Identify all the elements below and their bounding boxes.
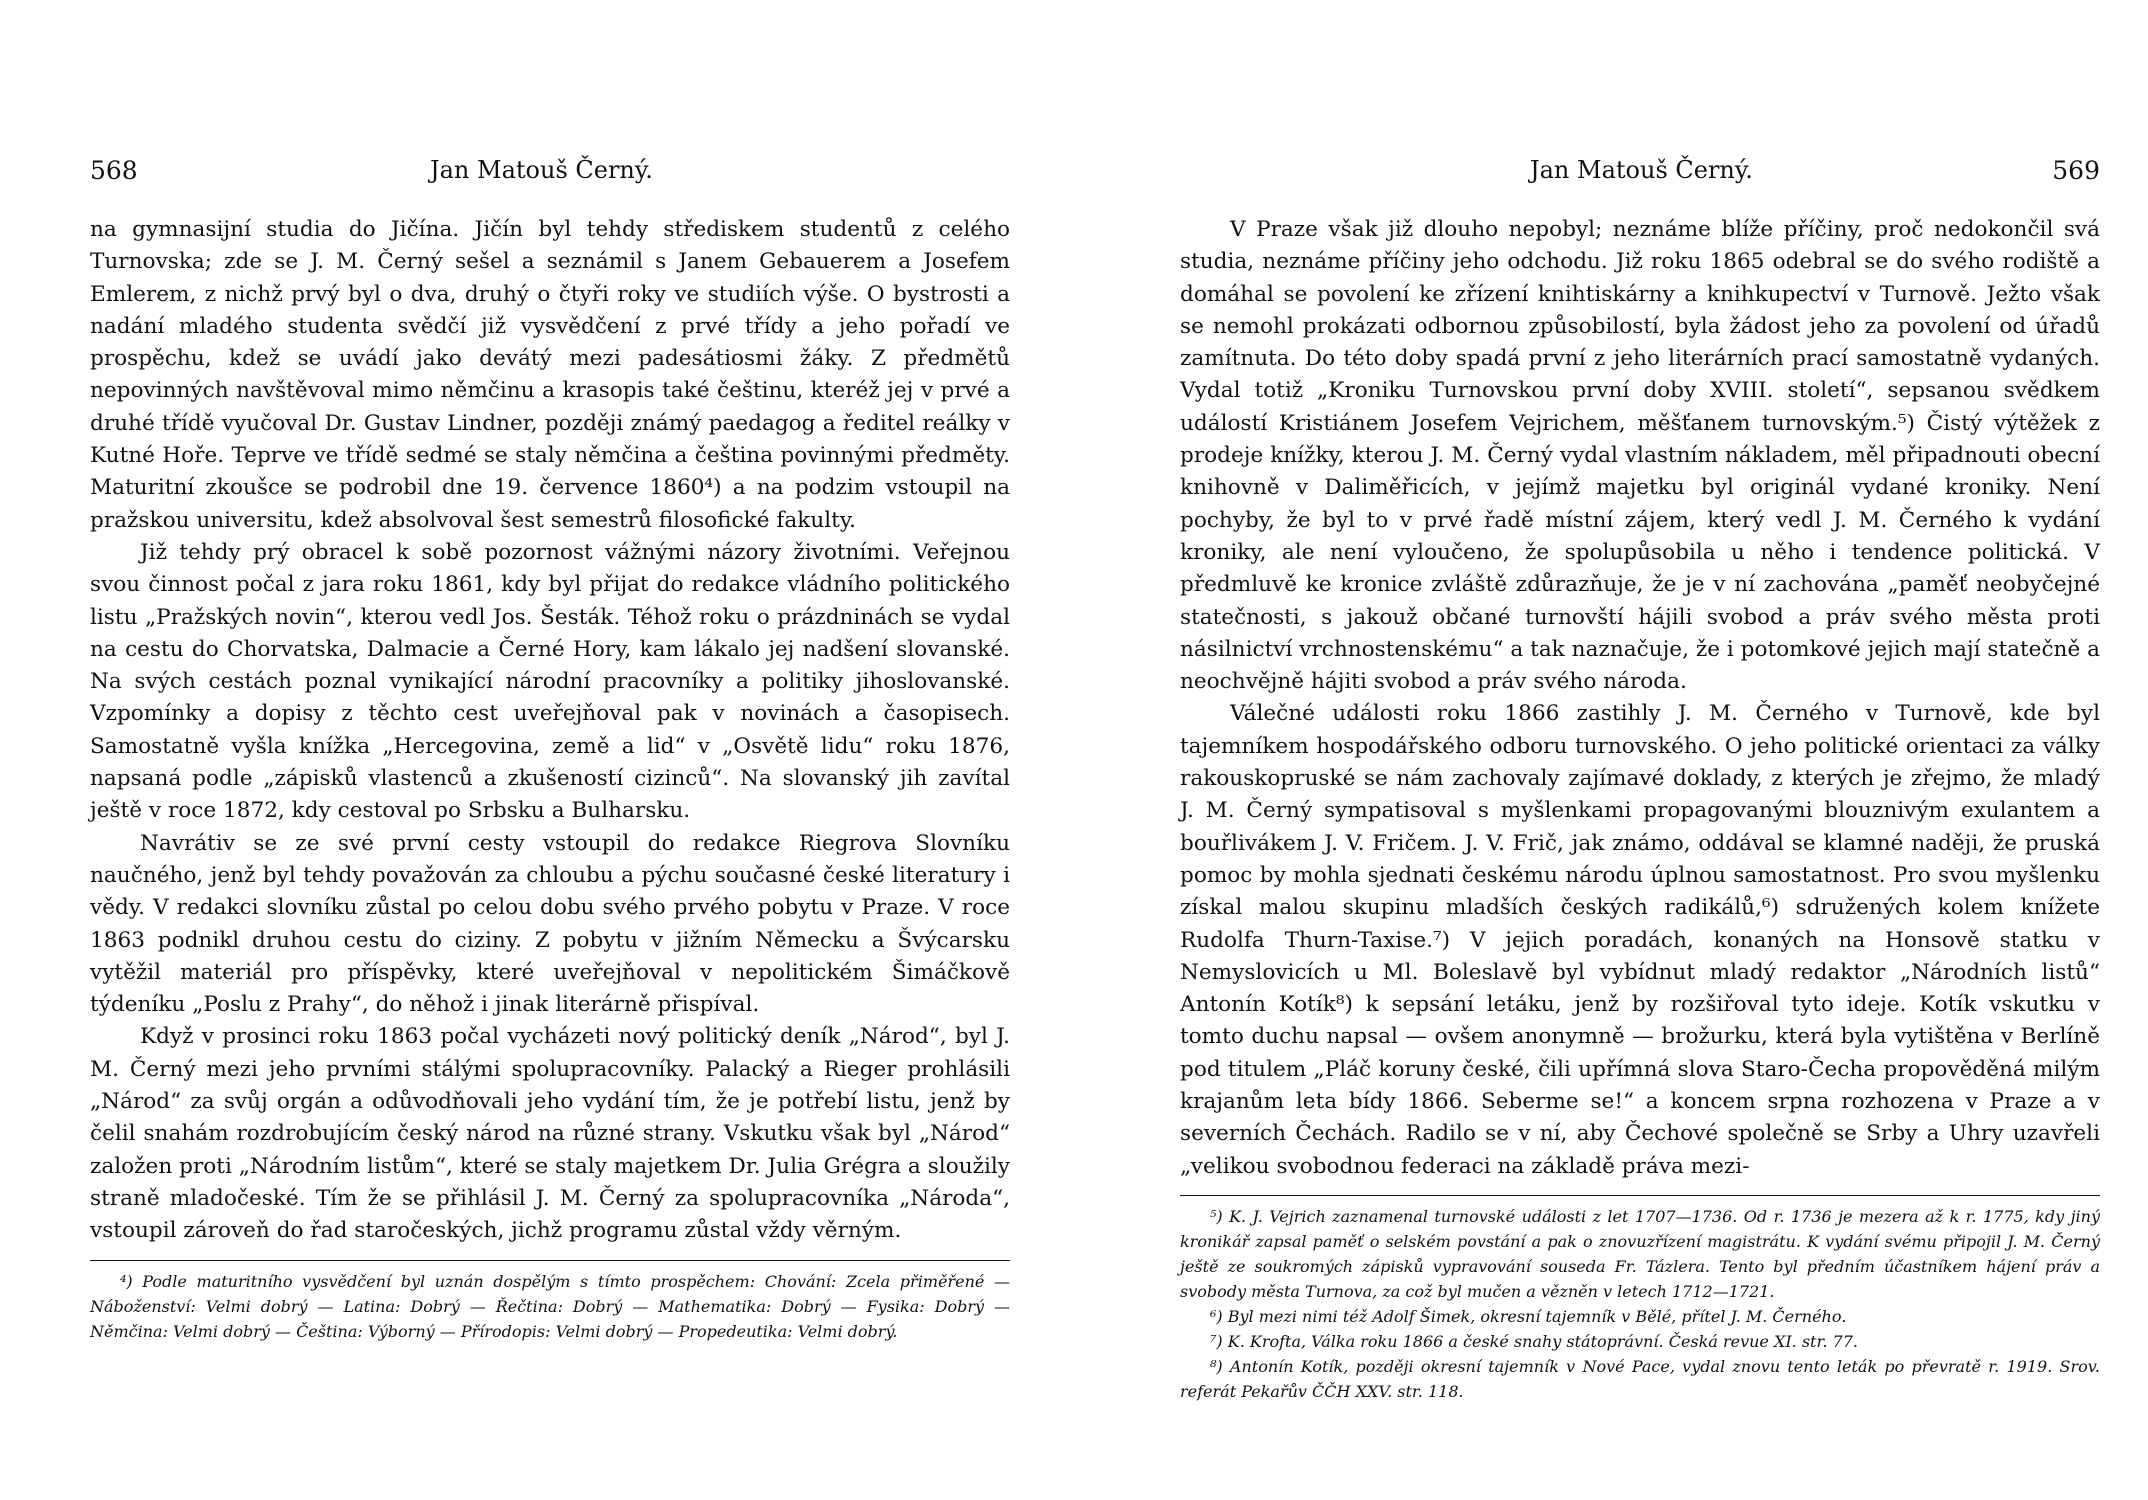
page-body (1180, 214, 2100, 1183)
footnote: ⁷) K. Krofta, Válka roku 1866 a české snahy státoprávní. Česká revue XI. str. 77. (1210, 1331, 1858, 1351)
page-header (90, 150, 1010, 200)
paragraph: na gymnasijní studia do Jičína. Jičín byl tehdy střediskem studentů z celého Turnovska; zde se J. M. Černý sešel a seznámil s Janem Gebauerem a Josefem Emlerem, z nichž prvý byl o dva, druhý o čtyři roky ve studiích výše. O bystrosti a nadání mladého studenta svědčí již vysvědčení z prvé třídy a jeho pořadí ve prospěchu, kdež se uvádí jako devátý mezi padesátiosmi žáky. Z předmětů nepovinných navštěvoval mimo němčinu a krasopis také češtinu, kteréž jej v prvé a druhé třídě vyučoval Dr. Gustav Lindner, později známý paedagog a ředitel reálky v Kutné Hoře. Teprve ve třídě sedmé se staly němčina a čeština povinnými předměty. Maturitní zkoušce se podrobil dne 19. července 1860⁴) a na podzim vstoupil na pražskou universitu, kdež absolvoval šest semestrů filosofické fakulty. (90, 217, 1010, 533)
page-header (1180, 150, 2100, 200)
running-head: Jan Matouš Černý. (1530, 156, 1753, 184)
footnotes (1180, 1204, 2100, 1404)
paragraph: Již tehdy prý obracel k sobě pozornost vážnými názory životními. Veřejnou svou činnost počal z jara roku 1861, kdy byl přijat do redakce vládního politického listu „Pražských novin“, kterou vedl Jos. Šesták. Téhož roku o prázdninách se vydal na cestu do Chorvatska, Dalmacie a Černé Hory, kam lákalo jej nadšení slovanské. Na svých cestách poznal vynikající národní pracovníky a politiky jihoslovanské. Vzpomínky a dopisy z těchto cest uveřejňoval pak v novinách a časopisech. Samostatně vyšla knížka „Hercegovina, země a lid“ v „Osvětě lidu“ roku 1876, napsaná podle „zápisků vlastenců a zkušeností cizinců“. Na slovanský jih zavítal ještě v roce 1872, kdy cestoval po Srbsku a Bulharsku. (90, 539, 1010, 824)
running-head: Jan Matouš Černý. (430, 156, 653, 184)
footnote-divider (90, 1260, 1010, 1261)
page-number: 568 (90, 156, 138, 185)
paragraph: Válečné události roku 1866 zastihly J. M. Černého v Turnově, kde byl tajemníkem hospodářského odboru turnovského. O jeho politické orientaci za války rakouskopruské se nám zachovaly zajímavé doklady, z kterých je zřejmo, že mladý J. M. Černý sympatisoval s myšlenkami propagovanými blouznivým exulantem a bouřlivákem J. V. Fričem. J. V. Frič, jak známo, oddával se klamné naději, že pruská pomoc by mohla sjednati českému národu úplnou samostatnost. Pro svou myšlenku získal malou skupinu mladších českých radikálů,⁶) sdružených kolem knížete Rudolfa Thurn-Taxise.⁷) V jejich poradách, konaných na Honsově statku v Nemyslovicích u Ml. Boleslavě byl vybídnut mladý redaktor „Národních listů“ Antonín Kotík⁸) k sepsání letáku, jenž by rozšiřoval tyto ideje. Kotík vskutku v tomto duchu napsal — ovšem anonymně — brožurku, která byla vytištěna v Berlíně pod titulem „Pláč koruny české, čili upřímná slova Staro-Čecha propověděná milým krajanům leta bídy 1866. Seberme se!“ a koncem srpna rozhozena v Praze a v severních Čechách. Radilo se v ní, aby Čechové společně se Srby a Uhry uzavřeli „velikou svobodnou federaci na základě práva mezi- (1180, 701, 2100, 1179)
left-page (90, 150, 1010, 1344)
footnote: ⁵) K. J. Vejrich zaznamenal turnovské události z let 1707—1736. Od r. 1736 je mezera až k r. 1775, kdy jiný kronikář zapsal paměť o selském povstání a pak o znovuzřízení magistrátu. K vydání svému připojil J. M. Černý ještě ze soukromých zápisků vypravování souseda Fr. Tázlera. Tento byl předním účastníkem hájení práv a svobody města Turnova, za což byl mučen a vězněn v letech 1712—1721. (1180, 1206, 2100, 1301)
footnotes (90, 1269, 1010, 1344)
paragraph: Když v prosinci roku 1863 počal vycházeti nový politický deník „Národ“, byl J. M. Černý mezi jeho prvními stálými spolupracovníky. Palacký a Rieger prohlásili „Národ“ za svůj orgán a odůvodňovali jeho vydání tím, že je potřebí listu, jenž by čelil snahám rozdrobujícím český národ na různé strany. Vskutku však byl „Národ“ založen proti „Národním listům“, které se staly majetkem Dr. Julia Grégra a sloužily straně mladočeské. Tím že se přihlásil J. M. Černý za spolupracovníka „Národa“, vstoupil zároveň do řad staročeských, jichž programu zůstal vždy věrným. (90, 1024, 1010, 1244)
footnote: ⁶) Byl mezi nimi též Adolf Šimek, okresní tajemník v Bělé, přítel J. M. Černého. (1210, 1306, 1847, 1326)
footnote: ⁸) Antonín Kotík, později okresní tajemník v Nové Pace, vydal znovu tento leták po převratě r. 1919. Srov. referát Pekařův ČČH XXV. str. 118. (1180, 1356, 2100, 1401)
right-page (1180, 150, 2100, 1404)
paragraph: V Praze však již dlouho nepobyl; neznáme blíže příčiny, proč nedokončil svá studia, neznáme příčiny jeho odchodu. Již roku 1865 odebral se do svého rodiště a domáhal se povolení ke zřízení knihtiskárny a knihkupectví v Turnově. Ježto však se nemohl prokázati odbornou způsobilostí, byla žádost jeho za povolení od úřadů zamítnuta. Do této doby spadá první z jeho literárních prací samostatně vydaných. Vydal totiž „Kroniku Turnovskou první doby XVIII. století“, sepsanou svědkem událostí Kristiánem Josefem Vejrichem, měšťanem turnovským.⁵) Čistý výtěžek z prodeje knížky, kterou J. M. Černý vydal vlastním nákladem, měl připadnouti obecní knihovně v Daliměřicích, v jejímž majetku byl originál vydané kroniky. Není pochyby, že byl to v prvé řadě místní zájem, který vedl J. M. Černého k vydání kroniky, ale není vyloučeno, že spolupůsobila u něho i tendence politická. V předmluvě ke kronice zvláště zdůrazňuje, že je v ní zachována „paměť neobyčejné statečnosti, s jakouž občané turnovští hájili svobod a práv svého města proti násilnictví vrchnostenskému“ a tak naznačuje, že i potomkové jejich mají statečně a neochvějně hájiti svobod a práv svého národa. (1180, 217, 2100, 695)
footnote: ⁴) Podle maturitního vysvědčení byl uznán dospělým s tímto prospěchem: Chování: Zcela přiměřené — Náboženství: Velmi dobrý — Latina: Dobrý — Řečtina: Dobrý — Mathematika: Dobrý — Fysika: Dobrý — Němčina: Velmi dobrý — Čeština: Výborný — Přírodopis: Velmi dobrý — Propedeutika: Velmi dobrý. (90, 1271, 1010, 1341)
page-body (90, 214, 1010, 1248)
page-number: 569 (2052, 156, 2100, 185)
footnote-divider (1180, 1195, 2100, 1196)
paragraph: Navrátiv se ze své první cesty vstoupil do redakce Riegrova Slovníku naučného, jenž byl tehdy považován za chloubu a pýchu současné české literatury i vědy. V redakci slovníku zůstal po celou dobu svého prvého pobytu v Praze. V roce 1863 podnikl druhou cestu do ciziny. Z pobytu v jižním Německu a Švýcarsku vytěžil materiál pro příspěvky, které uveřejňoval v nepolitickém Šimáčkově týdeníku „Poslu z Prahy“, do něhož i jinak literárně přispíval. (90, 830, 1010, 1018)
